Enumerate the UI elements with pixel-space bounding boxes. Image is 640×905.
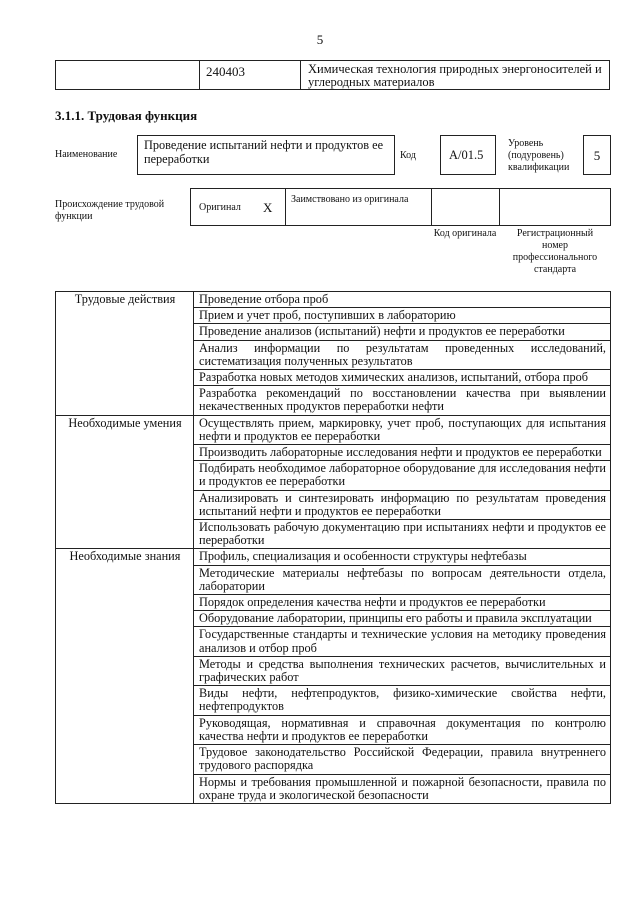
category-cell — [56, 774, 194, 803]
table-row — [56, 340, 611, 369]
origin-table — [190, 188, 611, 226]
table-row — [56, 627, 611, 656]
page-number: 5 — [316, 32, 324, 47]
item-cell: Руководящая, нормативная и справочная документация по контролю качества нефти и продуктов ее переработки — [194, 715, 611, 744]
qualification-level-value: 5 — [583, 135, 611, 175]
item-cell: Методические материалы нефтебазы по вопросам деятельности отдела, лаборатории — [194, 565, 611, 594]
category-cell — [56, 745, 194, 774]
table-row — [56, 715, 611, 744]
reg-number-caption: Регистрационный номер профессионального стандарта — [512, 228, 598, 275]
table-row — [56, 292, 611, 308]
table-row — [56, 370, 611, 386]
original-label: Оригинал — [199, 202, 241, 213]
category-cell — [56, 340, 194, 369]
empty-cell — [56, 61, 200, 89]
item-cell: Нормы и требования промышленной и пожарной безопасности, правила по охране труда и экологической безопасности — [194, 774, 611, 803]
table-row — [56, 611, 611, 627]
divider — [431, 189, 432, 225]
category-cell — [56, 611, 194, 627]
category-cell — [56, 686, 194, 715]
section-title: 3.1.1. Трудовая функция — [55, 108, 198, 123]
item-cell: Подбирать необходимое лабораторное оборудование для исследования нефти и продуктов ее переработки — [194, 461, 611, 490]
item-cell: Порядок определения качества нефти и продуктов ее переработки — [194, 595, 611, 611]
item-cell: Разработка рекомендаций по восстановлении качества при выявлении некачественных продуктов переработки нефти — [194, 386, 611, 415]
table-row — [56, 461, 611, 490]
code-original-caption: Код оригинала — [433, 228, 497, 239]
category-cell — [56, 308, 194, 324]
item-cell: Прием и учет проб, поступивших в лабораторию — [194, 308, 611, 324]
table-row — [56, 656, 611, 685]
qualification-level-label: Уровень (подуровень) квалификации — [508, 138, 570, 173]
table-row — [56, 774, 611, 803]
table-row — [56, 520, 611, 549]
category-cell — [56, 386, 194, 415]
item-cell: Виды нефти, нефтепродуктов, физико-химические свойства нефти, нефтепродуктов — [194, 686, 611, 715]
table-row — [56, 686, 611, 715]
item-cell: Проведение анализов (испытаний) нефти и продуктов ее переработки — [194, 324, 611, 340]
item-cell: Оборудование лаборатории, принципы его работы и правила эксплуатации — [194, 611, 611, 627]
table-row — [56, 308, 611, 324]
item-cell: Использовать рабочую документацию при испытаниях нефти и продуктов ее переработки — [194, 520, 611, 549]
name-label: Наименование — [55, 149, 118, 160]
category-cell — [56, 627, 194, 656]
item-cell: Проведение отбора проб — [194, 292, 611, 308]
category-cell — [56, 565, 194, 594]
item-cell: Осуществлять прием, маркировку, учет проб, поступающих для испытания нефти и продуктов ее переработки — [194, 415, 611, 444]
category-cell — [56, 715, 194, 744]
table-row — [56, 445, 611, 461]
item-cell: Методы и средства выполнения технических расчетов, вычислительных и графических работ — [194, 656, 611, 685]
borrowed-label: Заимствовано из оригинала — [291, 194, 409, 205]
code-label: Код — [400, 150, 416, 161]
category-cell — [56, 445, 194, 461]
divider — [499, 189, 500, 225]
category-cell — [56, 595, 194, 611]
category-cell — [56, 324, 194, 340]
category-cell — [56, 490, 194, 519]
category-cell — [56, 656, 194, 685]
table-row — [56, 595, 611, 611]
category-cell — [56, 520, 194, 549]
item-cell: Анализировать и синтезировать информацию по результатам проведения испытаний нефти и продуктов ее переработки — [194, 490, 611, 519]
category-cell: Необходимые умения — [56, 415, 194, 444]
specialty-name: Химическая технология природных энергоносителей и углеродных материалов — [308, 62, 602, 89]
function-name-value: Проведение испытаний нефти и продуктов ее переработки — [137, 135, 395, 175]
original-mark: X — [263, 200, 273, 215]
table-row — [56, 386, 611, 415]
table-row — [56, 565, 611, 594]
item-cell: Анализ информации по результатам проведенных исследований, систематизация полученных результатов — [194, 340, 611, 369]
origin-label: Происхождение трудовой функции — [55, 199, 165, 222]
table-row — [56, 549, 611, 565]
item-cell: Трудовое законодательство Российской Федерации, правила внутреннего трудового распорядка — [194, 745, 611, 774]
category-cell — [56, 461, 194, 490]
category-cell: Трудовые действия — [56, 292, 194, 308]
item-cell: Производить лабораторные исследования нефти и продуктов ее переработки — [194, 445, 611, 461]
category-cell — [56, 370, 194, 386]
specialty-code: 240403 — [200, 61, 301, 89]
table-row — [56, 490, 611, 519]
item-cell: Профиль, специализация и особенности структуры нефтебазы — [194, 549, 611, 565]
table-row — [56, 745, 611, 774]
table-row — [56, 415, 611, 444]
item-cell: Государственные стандарты и технические условия на методику проведения анализов и отбор проб — [194, 627, 611, 656]
divider — [285, 189, 286, 225]
table-row — [56, 324, 611, 340]
labor-function-table — [55, 291, 611, 804]
category-cell: Необходимые знания — [56, 549, 194, 565]
function-code-value: A/01.5 — [440, 135, 496, 175]
specialty-code-table — [55, 60, 610, 90]
item-cell: Разработка новых методов химических анализов, испытаний, отбора проб — [194, 370, 611, 386]
